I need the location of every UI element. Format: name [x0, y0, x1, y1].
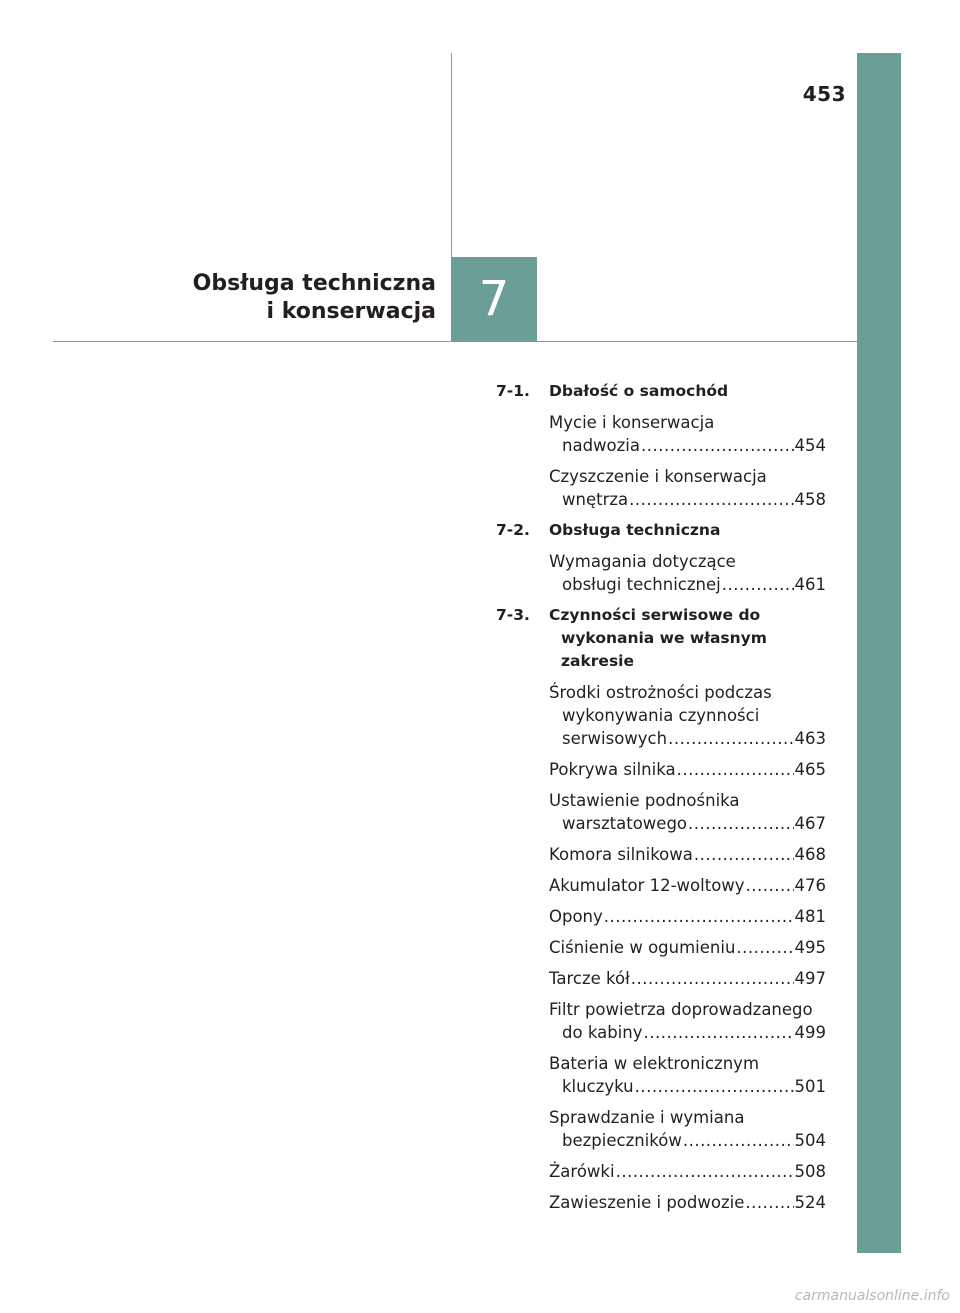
- entry-text-line: Czyszczenie i konserwacja: [549, 467, 767, 486]
- toc-entry[interactable]: [549, 905, 826, 928]
- page-ref: 454: [794, 436, 826, 455]
- entry-text: obsługi technicznej: [562, 575, 721, 594]
- dot-leader: [736, 936, 793, 959]
- horizontal-rule: [53, 341, 857, 342]
- page-ref: 461: [794, 575, 826, 594]
- section-title-line: Dbałość o samochód: [549, 382, 729, 400]
- toc-entry[interactable]: [549, 411, 826, 457]
- entry-last-line: [549, 727, 826, 750]
- entry-text: warsztatowego: [562, 814, 688, 833]
- toc-entry[interactable]: [549, 681, 826, 750]
- dot-leader: [677, 758, 794, 781]
- dot-leader: [694, 843, 794, 866]
- entry-text-line: wykonywania czynności: [562, 706, 760, 725]
- section-title-line: Czynności serwisowe do: [549, 606, 761, 624]
- entry-text-line: Sprawdzanie i wymiana: [549, 1108, 745, 1127]
- entry-text: Pokrywa silnika: [549, 760, 676, 779]
- page-ref: 497: [794, 969, 826, 988]
- entry-last-line: [549, 1075, 826, 1098]
- chapter-title-line-2: i konserwacja: [266, 299, 436, 324]
- entry-last-line: [549, 874, 826, 897]
- toc-entry[interactable]: [549, 843, 826, 866]
- toc-entry[interactable]: [549, 758, 826, 781]
- table-of-contents: [496, 380, 826, 1222]
- section-title-line: Obsługa techniczna: [549, 521, 721, 539]
- toc-section-7-3[interactable]: [496, 604, 826, 673]
- entry-text: Opony: [549, 907, 603, 926]
- entry-text-line: Wymagania dotyczące: [549, 552, 736, 571]
- watermark: carmanualsonline.info: [794, 1288, 950, 1304]
- entry-text: Akumulator 12-woltowy: [549, 876, 745, 895]
- chapter-number-box: 7: [451, 257, 537, 341]
- entry-text-line: Filtr powietrza doprowadzanego: [549, 1000, 813, 1019]
- page-ref: 504: [794, 1131, 826, 1150]
- dot-leader: [641, 434, 794, 457]
- section-title-line: wykonania we własnym zakresie: [561, 629, 767, 670]
- entry-last-line: [549, 488, 826, 511]
- dot-leader: [604, 905, 794, 928]
- chapter-title: [150, 270, 436, 326]
- dot-leader: [688, 812, 793, 835]
- dot-leader: [616, 1160, 794, 1183]
- entry-text: serwisowych: [562, 729, 668, 748]
- vertical-rule: [451, 53, 452, 258]
- entry-text: Żarówki: [549, 1162, 615, 1181]
- entry-text-line: Ustawienie podnośnika: [549, 791, 740, 810]
- page-ref: 481: [794, 907, 826, 926]
- page-ref: 467: [794, 814, 826, 833]
- page-ref: 508: [794, 1162, 826, 1181]
- dot-leader: [643, 1021, 793, 1044]
- dot-leader: [668, 727, 793, 750]
- entry-last-line: [549, 967, 826, 990]
- entry-last-line: [549, 936, 826, 959]
- entry-last-line: [549, 1191, 826, 1214]
- dot-leader: [746, 874, 794, 897]
- entry-text: Zawieszenie i podwozie: [549, 1193, 745, 1212]
- dot-leader: [629, 488, 793, 511]
- entry-last-line: [549, 1021, 826, 1044]
- page-ref: 476: [794, 876, 826, 895]
- chapter-title-line-1: Obsługa techniczna: [192, 271, 436, 296]
- page-ref: 458: [794, 490, 826, 509]
- toc-entry[interactable]: [549, 789, 826, 835]
- section-title: [549, 519, 826, 542]
- dot-leader: [683, 1129, 794, 1152]
- entry-last-line: [549, 905, 826, 928]
- entry-text: bezpieczników: [562, 1131, 682, 1150]
- entry-last-line: [549, 573, 826, 596]
- dot-leader: [631, 967, 794, 990]
- entry-text: Komora silnikowa: [549, 845, 693, 864]
- toc-entry[interactable]: [549, 1052, 826, 1098]
- toc-entry[interactable]: [549, 998, 826, 1044]
- entry-last-line: [549, 843, 826, 866]
- toc-entry[interactable]: [549, 967, 826, 990]
- entry-text: nadwozia: [562, 436, 640, 455]
- entry-last-line: [549, 1129, 826, 1152]
- page-ref: 499: [794, 1023, 826, 1042]
- entry-text-line: Bateria w elektronicznym: [549, 1054, 760, 1073]
- entry-text: do kabiny: [562, 1023, 643, 1042]
- page-ref: 501: [794, 1077, 826, 1096]
- toc-entry[interactable]: [549, 1106, 826, 1152]
- toc-entry[interactable]: [549, 874, 826, 897]
- section-number: 7-1.: [496, 382, 530, 400]
- toc-entry[interactable]: [549, 1160, 826, 1183]
- entry-last-line: [549, 758, 826, 781]
- chapter-side-tab: [857, 53, 901, 1253]
- section-title: [549, 604, 826, 673]
- section-number: 7-3.: [496, 606, 530, 624]
- toc-entry[interactable]: [549, 1191, 826, 1214]
- page-ref: 524: [794, 1193, 826, 1212]
- page-ref: 495: [794, 938, 826, 957]
- page-number: 453: [802, 82, 846, 106]
- toc-section-7-1[interactable]: [496, 380, 826, 403]
- page-ref: 468: [794, 845, 826, 864]
- section-title: [549, 380, 826, 403]
- entry-text: Ciśnienie w ogumieniu: [549, 938, 736, 957]
- entry-text: Tarcze kół: [549, 969, 630, 988]
- entry-text: kluczyku: [562, 1077, 634, 1096]
- dot-leader: [745, 1191, 793, 1214]
- toc-section-7-2[interactable]: [496, 519, 826, 542]
- toc-entry[interactable]: [549, 936, 826, 959]
- entry-text-line: Środki ostrożności podczas: [549, 683, 772, 702]
- page-ref: 463: [794, 729, 826, 748]
- entry-last-line: [549, 812, 826, 835]
- page-ref: 465: [794, 760, 826, 779]
- entry-last-line: [549, 434, 826, 457]
- entry-last-line: [549, 1160, 826, 1183]
- toc-entry[interactable]: [549, 465, 826, 511]
- dot-leader: [635, 1075, 794, 1098]
- toc-entry[interactable]: [549, 550, 826, 596]
- entry-text: wnętrza: [562, 490, 629, 509]
- section-number: 7-2.: [496, 521, 530, 539]
- dot-leader: [722, 573, 794, 596]
- entry-text-line: Mycie i konserwacja: [549, 413, 715, 432]
